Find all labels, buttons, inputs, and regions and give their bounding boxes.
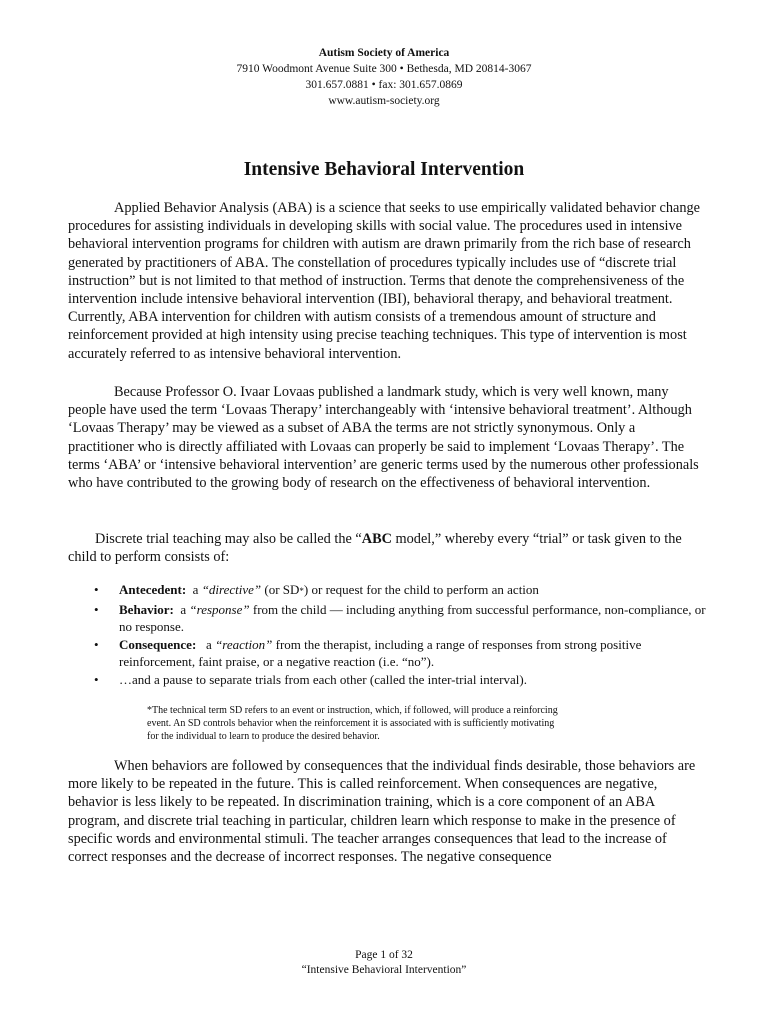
organization-address: 7910 Woodmont Avenue Suite 300 • Bethesda, MD 20814-3067 xyxy=(236,63,532,75)
document-title: Intensive Behavioral Intervention xyxy=(243,159,525,180)
paragraph-abc-model xyxy=(68,530,704,566)
bullet-icon: • xyxy=(94,671,99,687)
bullet-italic: “directive” xyxy=(201,582,262,597)
bullet-icon: • xyxy=(94,636,99,652)
bullet-text: from the therapist, including a range of responses from strong positive reinforcement, faint praise, or a negative reaction (i.e. “no”). xyxy=(119,636,642,669)
abc-bullet-list xyxy=(94,581,706,688)
paragraph-aba-definition: Applied Behavior Analysis (ABA) is a science that seeks to use empirically validated behavior change procedures for assisting individuals in developing skills with social value. The procedures used in intensive behavioral intervention programs for children with autism are drawn primarily from the rich base of research generated by practitioners of ABA. The constellation of procedures typically includes use of “discrete trial instruction” but is not limited to that method of instruction. Terms that denote the comprehensiveness of the intervention include intensive behavioral intervention (IBI), behavioral therapy, and behavioral treatment. Currently, ABA intervention for children with autism consists of a tremendous amount of structure and reinforcement provided at high intensity using precise teaching techniques. This type of intervention is most accurately referred to as intensive behavioral intervention. xyxy=(68,200,700,362)
bullet-text: (or SD xyxy=(261,582,300,597)
footer-document-title: “Intensive Behavioral Intervention” xyxy=(301,964,467,976)
list-item-consequence xyxy=(94,636,706,671)
bullet-term: Consequence: xyxy=(119,636,197,652)
bullet-term: Antecedent: xyxy=(119,582,187,597)
bullet-text: a xyxy=(192,582,202,597)
bullet-icon: • xyxy=(94,601,99,617)
bullet-text: from the child — including anything from successful performance, non-compliance, or no response. xyxy=(119,601,706,634)
abc-bold-term: ABC xyxy=(361,531,392,547)
list-item-pause xyxy=(94,671,706,689)
organization-phone-fax: 301.657.0881 • fax: 301.657.0869 xyxy=(305,79,463,91)
bullet-text: …and a pause to separate trials from each other (called the inter-trial interval). xyxy=(119,671,527,687)
organization-website: www.autism-society.org xyxy=(328,95,440,107)
paragraph-lovaas: Because Professor O. Ivaar Lovaas published a landmark study, which is very well known, many people have used the term ‘Lovaas Therapy’ interchangeably with ‘intensive behavioral treatment’. Although ‘Lovaas Therapy’ may be viewed as a subset of ABA the terms are not strictly synonymous. Only a practitioner who is directly affiliated with Lovaas can properly be said to implement ‘Lovaas Therapy’. The terms ‘ABA’ or ‘intensive behavioral intervention’ are generic terms used by the numerous other professionals who have contributed to the growing body of research on the effectiveness of behavioral intervention. xyxy=(68,384,699,492)
bullet-icon: • xyxy=(94,582,99,597)
page-footer xyxy=(0,948,768,978)
bullet-text: ) or request for the child to perform an action xyxy=(303,582,539,597)
paragraph-reinforcement: When behaviors are followed by consequences that the individual finds desirable, those behaviors are more likely to be repeated in the future. This is called reinforcement. When consequences are negative, behavior is less likely to be repeated. In discrimination training, which is a core component of an ABA program, and discrete trial teaching in particular, children learn which response to make in the presence of specific words and environmental stimuli. The teacher arranges consequences that lead to the increase of correct responses and the decrease of incorrect responses. The negative consequence xyxy=(68,758,696,866)
footnote-sd: *The technical term SD refers to an event or instruction, which, if followed, will produce a reinforcing event. An SD controls behavior when the reinforcement it is associated with is sufficiently motivating for the individual to learn to produce the desired behavior. xyxy=(147,705,558,743)
abc-intro-text: Discrete trial teaching may also be called the “ xyxy=(95,531,362,547)
abc-intro-rest: model,” whereby every “trial” or task given to the child to perform consists of: xyxy=(68,531,682,566)
bullet-text: a xyxy=(180,601,190,617)
list-item-behavior xyxy=(94,601,706,636)
footnote-marker: * xyxy=(299,586,304,596)
bullet-italic: “reaction” xyxy=(215,636,273,652)
bullet-term: Behavior: xyxy=(119,601,174,617)
page-number: Page 1 of 32 xyxy=(355,949,413,961)
bullet-italic: “response” xyxy=(189,601,250,617)
list-item-antecedent xyxy=(94,581,706,601)
organization-name: Autism Society of America xyxy=(318,47,450,59)
letterhead xyxy=(0,45,768,109)
bullet-text: a xyxy=(206,636,216,652)
